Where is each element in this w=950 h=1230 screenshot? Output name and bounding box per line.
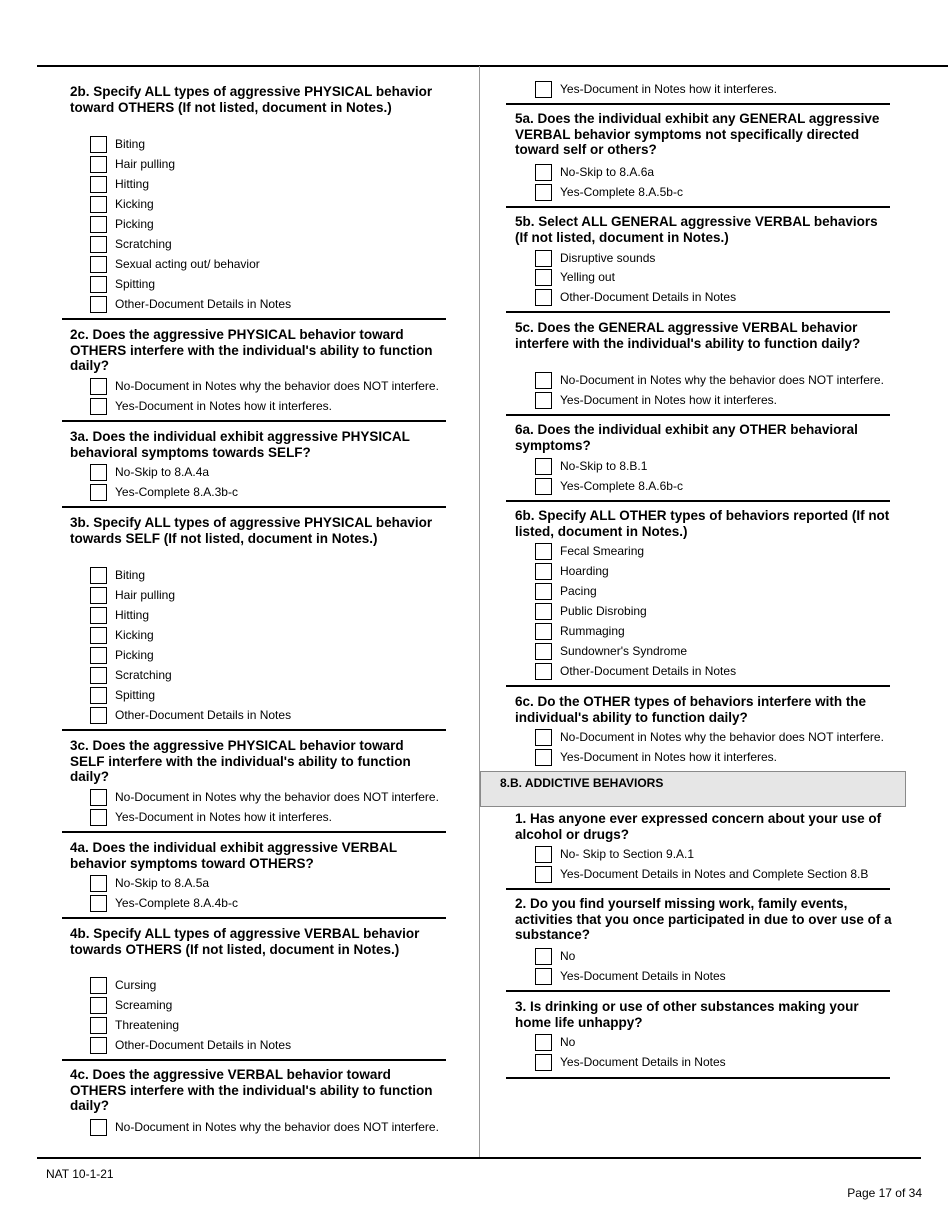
question-6a-title: 6a. Does the individual exhibit any OTHER behavioral symptoms? [515,422,858,453]
checkbox[interactable] [90,997,107,1014]
checkbox[interactable] [535,663,552,680]
checkbox[interactable] [535,372,552,389]
checkbox[interactable] [535,643,552,660]
checkbox[interactable] [535,623,552,640]
checkbox[interactable] [90,196,107,213]
checkbox[interactable] [535,948,552,965]
checkbox[interactable] [535,866,552,883]
separator [506,1077,890,1079]
checkbox[interactable] [535,478,552,495]
checkbox[interactable] [90,136,107,153]
separator [506,103,890,105]
checkbox[interactable] [90,236,107,253]
checkbox[interactable] [90,707,107,724]
question-8b2-title: 2. Do you find yourself missing work, family events, activities that you once participated in due to over use of a substance? [515,896,892,942]
question-5c-title: 5c. Does the GENERAL aggressive VERBAL behavior interfere with the individual's ability to function daily? [515,320,861,351]
separator [506,311,890,313]
question-4c-title: 4c. Does the aggressive VERBAL behavior toward OTHERS interfere with the individual's ability to function daily? [70,1067,433,1113]
checkbox[interactable] [535,846,552,863]
checkbox[interactable] [90,567,107,584]
question-5a-title: 5a. Does the individual exhibit any GENERAL aggressive VERBAL behavior symptoms not specifically directed toward self or others? [515,111,880,157]
checkbox[interactable] [90,809,107,826]
separator [506,414,890,416]
separator [62,420,446,422]
checkbox[interactable] [535,289,552,306]
checkbox[interactable] [90,875,107,892]
separator [62,1059,446,1061]
checkbox[interactable] [90,464,107,481]
checkbox[interactable] [90,895,107,912]
checkbox[interactable] [535,250,552,267]
checkbox[interactable] [90,156,107,173]
question-4a-title: 4a. Does the individual exhibit aggressive VERBAL behavior symptoms toward OTHERS? [70,840,397,871]
checkbox[interactable] [90,484,107,501]
separator [506,500,890,502]
checkbox[interactable] [90,176,107,193]
checkbox[interactable] [90,256,107,273]
checkbox[interactable] [90,647,107,664]
separator [506,990,890,992]
question-3a-title: 3a. Does the individual exhibit aggressive PHYSICAL behavioral symptoms towards SELF? [70,429,410,460]
checkbox[interactable] [535,164,552,181]
separator [62,318,446,320]
checkbox[interactable] [90,627,107,644]
checkbox[interactable] [535,184,552,201]
checkbox[interactable] [90,687,107,704]
question-8b1-title: 1. Has anyone ever expressed concern about your use of alcohol or drugs? [515,811,882,842]
question-6c-title: 6c. Do the OTHER types of behaviors interfere with the individual's ability to function daily? [515,694,867,725]
checkbox[interactable] [90,296,107,313]
checkbox[interactable] [90,667,107,684]
checkbox[interactable] [535,603,552,620]
question-6b-title: 6b. Specify ALL OTHER types of behaviors reported (If not listed, document in Notes.) [515,508,890,539]
checkbox[interactable] [535,583,552,600]
checkbox[interactable] [90,789,107,806]
checkbox[interactable] [535,968,552,985]
separator [506,888,890,890]
separator [506,206,890,208]
page-number: Page 17 of 34 [847,1186,922,1200]
checkbox[interactable] [535,392,552,409]
checkbox[interactable] [535,563,552,580]
section-header-addictive-behaviors [480,771,906,807]
separator [506,685,890,687]
checkbox[interactable] [90,587,107,604]
form-id: NAT 10-1-21 [46,1167,114,1181]
checkbox[interactable] [90,1017,107,1034]
checkbox[interactable] [535,1054,552,1071]
question-2c-title: 2c. Does the aggressive PHYSICAL behavior toward OTHERS interfere with the individual's ability to function daily? [70,327,433,373]
column-divider [479,66,480,1158]
checkbox[interactable] [90,607,107,624]
top-rule [37,65,948,67]
checkbox[interactable] [90,276,107,293]
checkbox[interactable] [535,269,552,286]
checkbox[interactable] [535,1034,552,1051]
question-5b-title: 5b. Select ALL GENERAL aggressive VERBAL behaviors (If not listed, document in Notes.) [515,214,878,245]
section-title: 8.B. ADDICTIVE BEHAVIORS [500,776,664,790]
question-8b3-title: 3. Is drinking or use of other substances making your home life unhappy? [515,999,859,1030]
checkbox[interactable] [535,81,552,98]
bottom-rule [37,1157,921,1159]
checkbox[interactable] [90,977,107,994]
question-4b-title: 4b. Specify ALL types of aggressive VERBAL behavior towards OTHERS (If not listed, document in Notes.) [70,926,420,957]
question-3b-title: 3b. Specify ALL types of aggressive PHYSICAL behavior towards SELF (If not listed, document in Notes.) [70,515,433,546]
question-2b-title: 2b. Specify ALL types of aggressive PHYSICAL behavior toward OTHERS (If not listed, document in Notes.) [70,84,433,115]
checkbox[interactable] [90,398,107,415]
separator [62,917,446,919]
checkbox[interactable] [535,729,552,746]
checkbox[interactable] [535,543,552,560]
checkbox[interactable] [90,216,107,233]
checkbox[interactable] [90,1119,107,1136]
separator [62,506,446,508]
checkbox[interactable] [90,1037,107,1054]
checkbox[interactable] [535,458,552,475]
checkbox[interactable] [535,749,552,766]
separator [62,831,446,833]
question-3c-title: 3c. Does the aggressive PHYSICAL behavior toward SELF interfere with the individual's ability to function daily? [70,738,411,784]
checkbox[interactable] [90,378,107,395]
separator [62,729,446,731]
